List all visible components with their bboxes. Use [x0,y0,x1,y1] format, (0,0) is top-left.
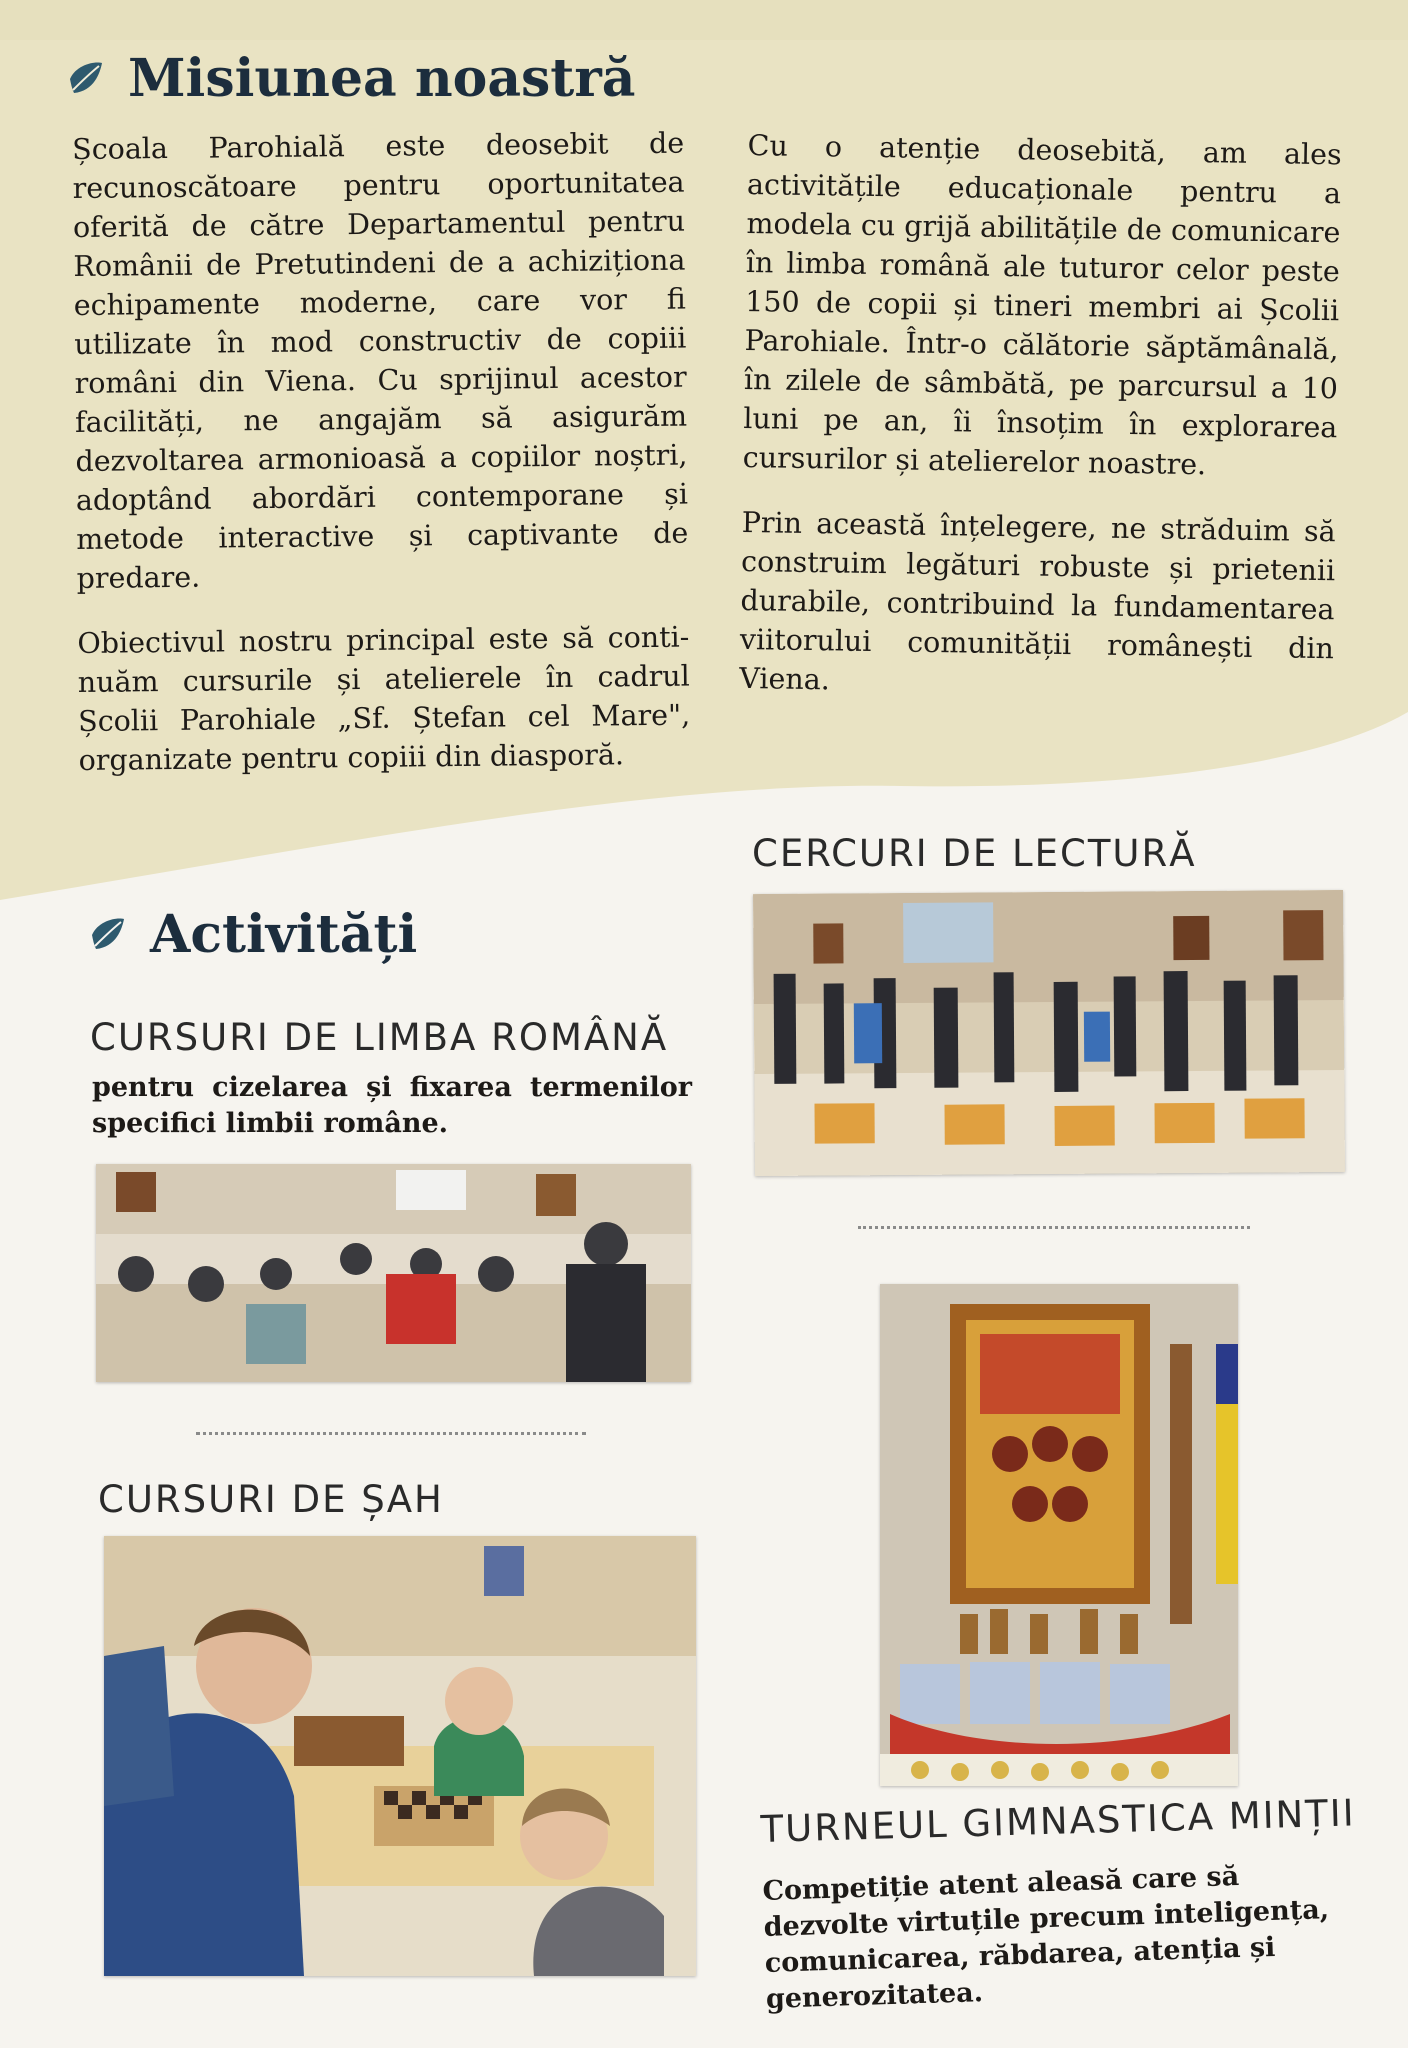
photo-tournament-trophies [880,1284,1238,1786]
photo-reading-circle [753,890,1345,1176]
section-title-turneu: TURNEUL GIMNASTICA MINȚII [760,1791,1357,1851]
mission-paragraph: Școala Parohială este deosebit de recunoscătoare pentru oportunitatea oferită de către Departamentul pentru Românii de Pretutindeni de a achiziționa echipamente moderne, care vor fi utilizate în mod constructiv de copiii români din Viena. Cu sprijinul acestor facilități, ne angajăm să asigurăm dezvoltarea armonioasă a copiilor noștri, adoptând abordări contemporane și metode interactive și captivante de predare. [72,126,689,595]
mission-heading [66,48,635,109]
mission-paragraph: Obiectivul nostru principal este să continuăm cursurile și atelierele în cadrul Școlii Parohiale „Sf. Ștefan cel Mare", organizate pentru copiii din diasporă. [77,620,691,777]
mission-paragraph: Prin această înțelegere, ne străduim să construim legături robuste și prietenii durabile, contribuind la fundamentarea viitorului comunității românești din Viena. [739,505,1336,697]
mission-right-column [739,126,1342,733]
divider [858,1226,1250,1229]
section-description-limba-romana: pentru cizelarea și fixarea termenilor specifici limbii române. [92,1072,692,1139]
mission-title: Misiunea noastră [128,48,636,109]
leaf-icon [88,915,128,955]
section-title-sah: CURSURI DE ȘAH [98,1478,444,1521]
photo-romanian-class [96,1164,691,1382]
section-description-turneu: Competiție atent aleasă care să dezvolte virtuțile precum inteligența, comunicarea, răbdarea, atenția și generozitatea. [762,1861,1330,2015]
mission-left-column [72,124,691,806]
activities-heading [88,904,417,965]
leaf-icon [66,59,106,99]
mission-paragraph: Cu o atenție deosebită, am ales activitățile educaționale pentru a modela cu grijă abilitățile de comunicare în limba română ale tuturor celor peste 150 de copii și tineri membri ai Școlii Parohiale. Într-o călătorie săptămânală, în zilele de sâmbătă, pe parcursul a 10 luni pe an, îi însoțim în explorarea cursurilor și atelierelor noastre. [742,128,1342,482]
section-title-cercuri: CERCURI DE LECTURĂ [752,832,1197,875]
activities-title: Activități [150,904,418,965]
divider [196,1432,586,1435]
photo-chess-class [104,1536,696,1976]
section-title-limba-romana: CURSURI DE LIMBA ROMÂNĂ [90,1016,669,1059]
